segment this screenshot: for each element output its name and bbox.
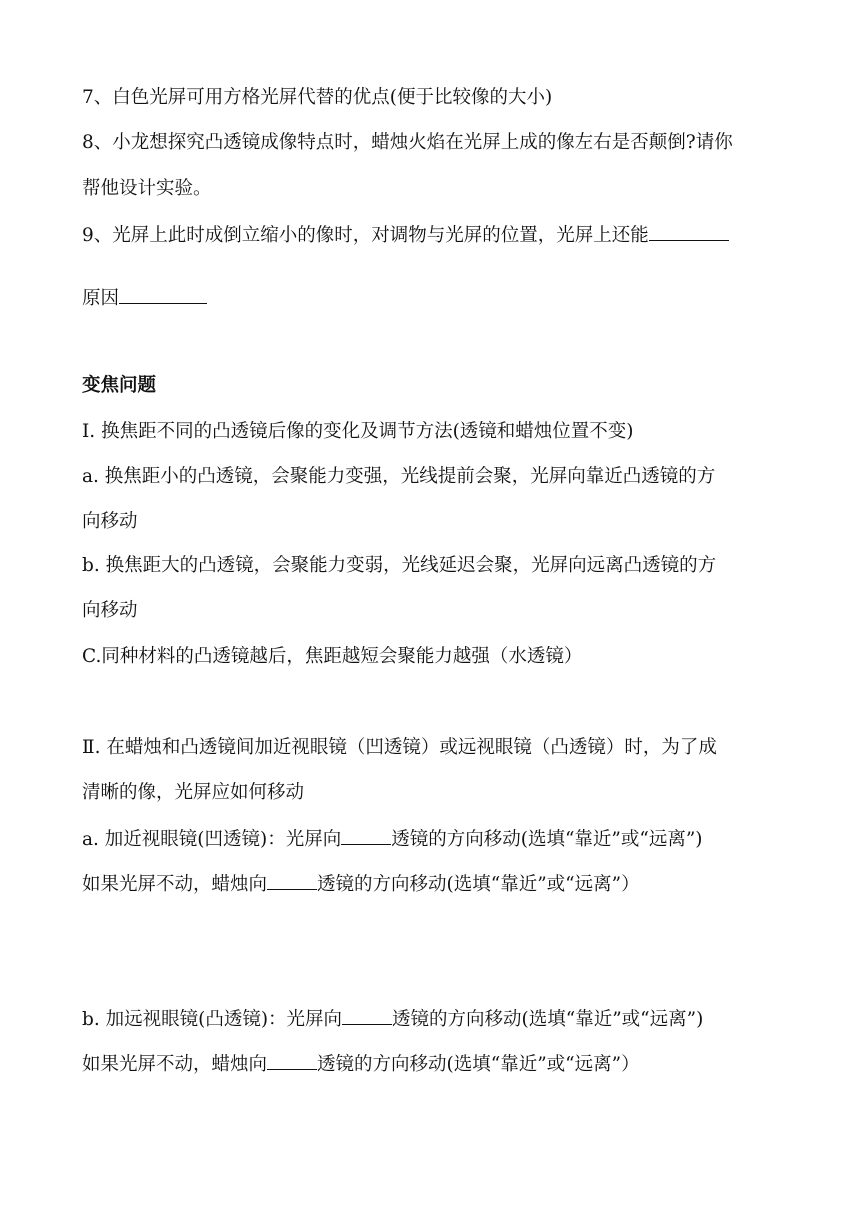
question-7 <box>82 86 552 110</box>
part-2-a-suffix: 透镜的方向移动(选填“靠近”或“远离”) <box>391 829 703 850</box>
question-8-line-2 <box>82 177 212 201</box>
answer-blank[interactable] <box>267 1051 317 1070</box>
part-1-c <box>82 645 582 669</box>
part-1-b-text-2: 向移动 <box>82 600 138 621</box>
question-9-reason <box>82 285 207 311</box>
question-8-text-2: 帮他设计实验。 <box>82 178 212 199</box>
part-2-title-text-2: 清晰的像，光屏应如何移动 <box>82 782 305 803</box>
part-1-b-text-1: b. 换焦距大的凸透镜，会聚能力变弱，光线延迟会聚，光屏向远离凸透镜的方 <box>82 555 717 576</box>
part-2-b2-prefix: 如果光屏不动，蜡烛向 <box>82 1054 268 1075</box>
part-2-a <box>82 826 703 852</box>
part-2-a-prefix: a. 加近视眼镜(凹透镜)：光屏向 <box>82 829 342 850</box>
question-7-text: 7、白色光屏可用方格光屏代替的优点(便于比较像的大小) <box>82 87 553 108</box>
part-2-title-text-1: Ⅱ. 在蜡烛和凸透镜间加近视眼镜（凹透镜）或远视眼镜（凸透镜）时，为了成 <box>82 737 717 758</box>
question-9-text: 9、光屏上此时成倒立缩小的像时，对调物与光屏的位置，光屏上还能 <box>82 225 649 246</box>
part-2-b-suffix: 透镜的方向移动(选填“靠近”或“远离”) <box>392 1009 704 1030</box>
reason-label: 原因 <box>82 288 120 309</box>
part-1-c-text: C.同种材料的凸透镜越后，焦距越短会聚能力越强（水透镜） <box>82 646 583 667</box>
part-1-title-text: Ⅰ. 换焦距不同的凸透镜后像的变化及调节方法(透镜和蜡烛位置不变) <box>82 421 634 442</box>
part-1-a-line-1 <box>82 465 715 489</box>
part-2-b-prefix: b. 加远视眼镜(凸透镜)：光屏向 <box>82 1009 343 1030</box>
part-1-a-text-2: 向移动 <box>82 511 138 532</box>
part-2-title-line-2 <box>82 781 304 805</box>
part-2-b <box>82 1006 703 1032</box>
part-1-b-line-1 <box>82 554 716 578</box>
question-8-line-1 <box>82 131 733 155</box>
answer-blank[interactable] <box>342 1006 392 1025</box>
part-2-a2-prefix: 如果光屏不动，蜡烛向 <box>82 874 268 895</box>
part-1-b-line-2 <box>82 599 138 623</box>
section-title <box>82 374 156 398</box>
answer-blank[interactable] <box>267 871 317 890</box>
question-8-text-1: 8、小龙想探究凸透镜成像特点时，蜡烛火焰在光屏上成的像左右是否颠倒?请你 <box>82 132 733 153</box>
answer-blank[interactable] <box>649 222 729 241</box>
part-2-title-line-1 <box>82 736 717 760</box>
answer-blank[interactable] <box>119 285 207 304</box>
part-1-a-text-1: a. 换焦距小的凸透镜，会聚能力变强，光线提前会聚，光屏向靠近凸透镜的方 <box>82 466 716 487</box>
part-2-b2 <box>82 1051 640 1077</box>
question-9 <box>82 222 729 248</box>
part-1-title <box>82 420 634 444</box>
part-2-b2-suffix: 透镜的方向移动(选填“靠近”或“远离”） <box>317 1054 640 1075</box>
part-2-a2 <box>82 871 640 897</box>
answer-blank[interactable] <box>341 826 391 845</box>
part-2-a2-suffix: 透镜的方向移动(选填“靠近”或“远离”） <box>317 874 640 895</box>
section-title-text: 变焦问题 <box>82 375 157 396</box>
part-1-a-line-2 <box>82 510 138 534</box>
